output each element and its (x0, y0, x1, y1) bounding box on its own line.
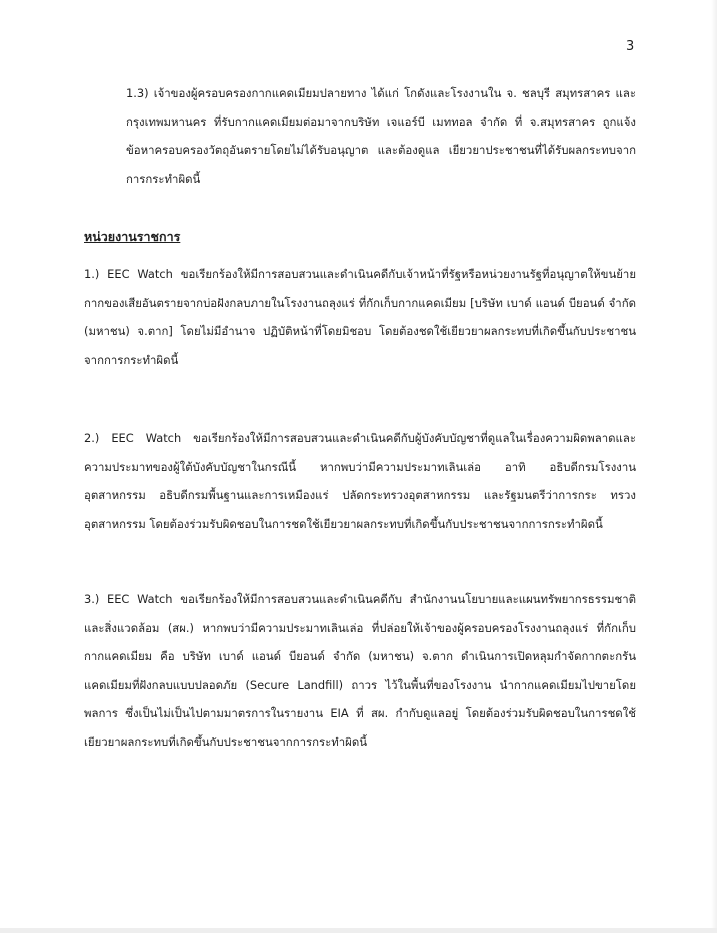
demand-item-3: 3.) EEC Watch ขอเรียกร้องให้มีการสอบสวนและดำเนินคดีกับ สำนักงานนโยบายและแผนทรัพยากรธรรมชาติและสิ่งแวดล้อม (สผ.) หากพบว่ามีความประมาทเลินเล่อ ที่ปล่อยให้เจ้าของผู้ครอบครองโรงงานถลุงแร่ ที่กักเก็บกากแคดเมียม คือ บริษัท เบาด์ แอนด์ บียอนด์ จำกัด (มหาชน) จ.ตาก ดำเนินการเปิดหลุมกำจัดกากตะกรันแคดเมียมที่ฝังกลบแบบปลอดภัย (Secure Landfill) ถาวร ไว้ในพื้นที่ของโรงงาน นำกากแคดเมียมไปขายโดยพลการ ซึ่งเป็นไม่เป็นไปตามมาตรการในรายงาน EIA ที่ สผ. กำกับดูแลอยู่ โดยต้องร่วมรับผิดชอบในการชดใช้เยียวยาผลกระทบที่เกิดขึ้นกับประชาชนจากการกระทำผิดนี้ (84, 592, 636, 749)
page-number: 3 (626, 39, 635, 54)
viewer-bottom-edge (0, 928, 717, 933)
page-edge-shadow (711, 0, 717, 928)
demand-item-1: 1.) EEC Watch ขอเรียกร้องให้มีการสอบสวนและดำเนินคดีกับเจ้าหน้าที่รัฐหรือหน่วยงานรัฐที่อนุญาตให้ขนย้ายกากของเสียอันตรายจากบ่อฝังกลบภายในโรงงานถลุงแร่ ที่กักเก็บกากแคดเมียม [บริษัท เบาด์ แอนด์ บียอนด์ จำกัด (มหาชน) จ.ตาก] โดยไม่มีอำนาจ ปฏิบัติหน้าที่โดยมิชอบ โดยต้องชดใช้เยียวยาผลกระทบที่เกิดขึ้นกับประชาชนจากการกระทำผิดนี้ (84, 267, 636, 367)
section-heading-government-agencies: หน่วยงานราชการ (84, 229, 181, 244)
item-1-3-paragraph: 1.3) เจ้าของผู้ครอบครองกากแคดเมียมปลายทาง ได้แก่ โกดังและโรงงานใน จ. ชลบุรี สมุทรสาคร และกรุงเทพมหานคร ที่รับกากแคดเมียมต่อมาจากบริษัท เจแอร์บี เมททอล จำกัด ที่ จ.สมุทรสาคร ถูกแจ้งข้อหาครอบครองวัตถุอันตรายโดยไม่ได้รับอนุญาต และต้องดูแล เยียวยาประชาชนที่ได้รับผลกระทบจากการกระทำผิดนี้ (126, 86, 636, 186)
demand-item-2: 2.) EEC Watch ขอเรียกร้องให้มีการสอบสวนและดำเนินคดีกับผู้บังคับบัญชาที่ดูแลในเรื่องความผิดพลาดและความประมาทของผู้ใต้บังคับบัญชาในกรณีนี้ หากพบว่ามีความประมาทเลินเล่อ อาทิ อธิบดีกรมโรงงานอุตสาหกรรม อธิบดีกรมพื้นฐานและการเหมืองแร่ ปลัดกระทรวงอุตสาหกรรม และรัฐมนตรีว่าการกระ ทรวงอุตสาหกรรม โดยต้องร่วมรับผิดชอบในการชดใช้เยียวยาผลกระทบที่เกิดขึ้นกับประชาชนจากการกระทำผิดนี้ (84, 431, 636, 531)
